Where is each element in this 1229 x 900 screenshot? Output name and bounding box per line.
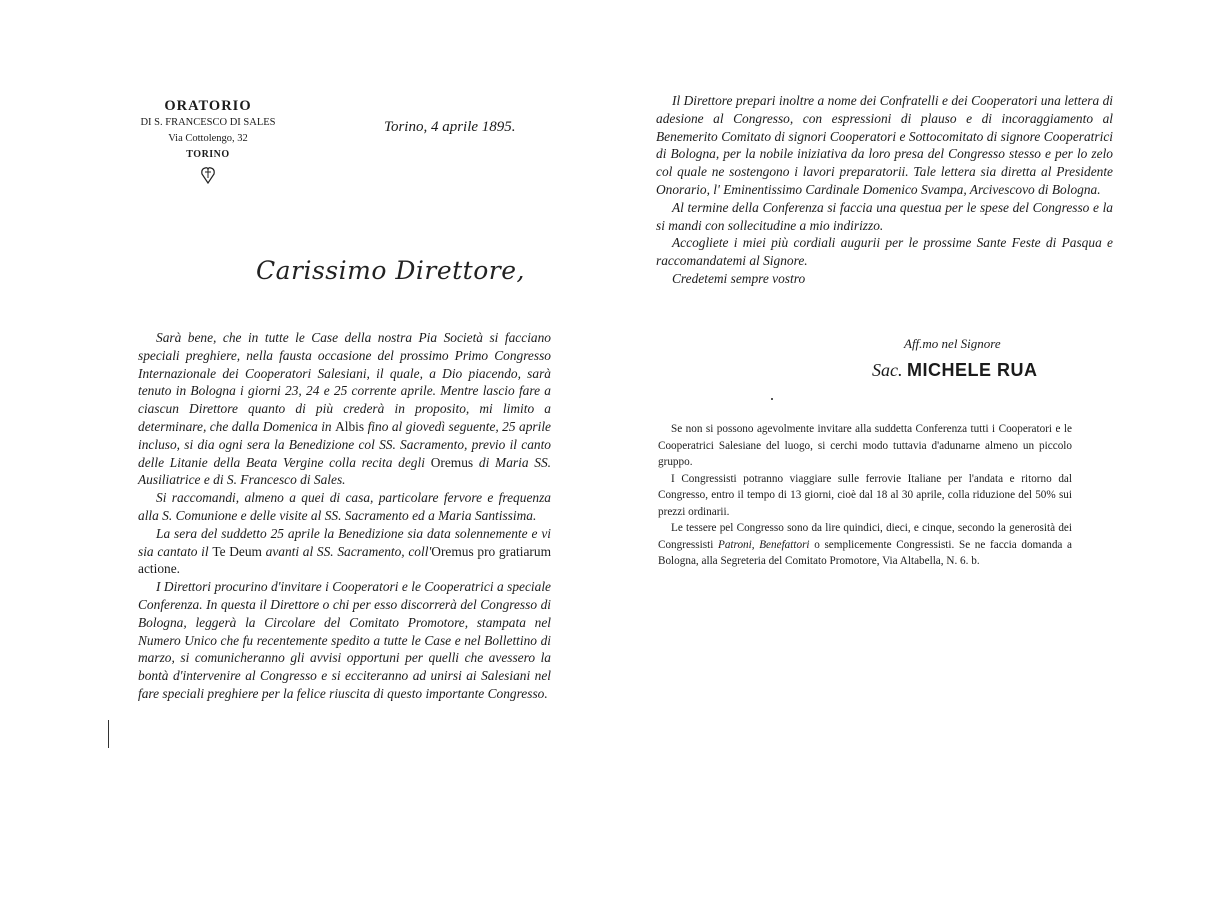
paragraph-8: Credetemi sempre vostro (672, 270, 806, 286)
salutation: Carissimo Direttore, (256, 256, 525, 285)
notes (658, 421, 1072, 570)
paragraph-3: La sera del suddetto 25 aprile la Benedizione sia data solennemente e vi sia cantato il Te Deum avanti al SS. Sacramento, coll'Oremus pro gratiarum actione. (138, 525, 551, 577)
paragraph-6: Al termine della Conferenza si faccia una questua per le spese del Congresso e la si mandi con sollecitudine a mio indirizzo. (656, 199, 1113, 233)
letterhead (128, 97, 288, 184)
separator-dot (771, 398, 773, 400)
letterhead-city: TORINO (186, 149, 230, 160)
salesian-emblem-icon (200, 166, 216, 184)
letter-body-left (138, 329, 551, 703)
letterhead-line1: DI S. FRANCESCO DI SALES (140, 117, 276, 128)
note-2: I Congressisti potranno viaggiare sulle ferrovie Italiane per l'andata e ritorno dal Congresso, entro il tempo di 13 giorni, cioè dal 18 al 30 aprile, colla riduzione del 50% sui prezzi ordinarii. (658, 472, 1072, 518)
closing-greeting: Aff.mo nel Signore (904, 336, 1001, 351)
paragraph-1: Sarà bene, che in tutte le Case della nostra Pia Società si facciano speciali preghiere, nella fausta occasione del prossimo Primo Congresso Internazionale dei Cooperatori Salesiani, il quale, a Dio piacendo, sarà tenuto in Bologna i giorni 23, 24 e 25 corrente aprile. Mentre lascio fare a ciascun Direttore quanto di più crederà in proposito, mi limito a determinare, che dalla Domenica in Albis fino al giovedì seguente, 25 aprile incluso, si dia ogni sera la Benedizione col SS. Sacramento, previo il canto delle Litanie della Beata Vergine colla recita degli Oremus di Maria SS. Ausiliatrice e di S. Francesco di Sales. (138, 330, 552, 488)
right-page (614, 0, 1229, 900)
paragraph-4: I Direttori procurino d'invitare i Cooperatori e le Cooperatrici a speciale Conferenza. In questa il Direttore o chi per esso discorrerà del Congresso di Bologna, leggerà la Circolare del Comitato Promotore, stampata nel Numero Unico che fu recentemente spedito a tutte le Case e nel Bollettino di marzo, si comunicheranno gli avvisi opportuni per quelli che avessero la bontà d'intervenire al Congresso e si ecciteranno ad unirsi ai Salesiani nel fare speciali preghiere per la felice riuscita di questo importante Congresso. (138, 579, 551, 701)
left-page (0, 0, 600, 900)
signature-prefix: Sac. (872, 360, 903, 380)
paragraph-5: Il Direttore prepari inoltre a nome dei Confratelli e dei Cooperatori una lettera di adesione al Congresso, con espressioni di plauso e di incoraggiamento al Benemerito Comitato di signori Cooperatori e Sottocomitato di signore Cooperatrici di Bologna, per la nobile iniziativa da loro presa del Congresso stesso e per lo zelo col quale ne sostengono i lavori preparatorii. Tale lettera sia diretta al Presidente Onorario, l' Eminentissimo Cardinale Domenico Svampa, Arcivescovo di Bologna. (656, 93, 1113, 197)
note-3: Le tessere pel Congresso sono da lire quindici, dieci, e cinque, secondo la generosità dei Congressisti Patroni, Benefattori o semplicemente Congressisti. Se ne faccia domanda a Bologna, alla Segreteria del Comitato Promotore, Via Altabella, N. 6. b. (658, 522, 1072, 567)
margin-mark (108, 720, 109, 748)
dateline: Torino, 4 aprile 1895. (384, 119, 516, 135)
signature-name: MICHELE RUA (907, 360, 1038, 380)
letter-body-right (656, 92, 1113, 288)
letterhead-title: ORATORIO (164, 98, 252, 114)
paragraph-2: Si raccomandi, almeno a quei di casa, particolare fervore e frequenza alla S. Comunione e delle visite al SS. Sacramento ed a Maria Santissima. (138, 490, 551, 523)
letterhead-line2: Via Cottolengo, 32 (168, 133, 248, 144)
note-1: Se non si possono agevolmente invitare alla suddetta Conferenza tutti i Cooperatori e le Cooperatrici Salesiane del luogo, si cerchi modo tuttavia d'adunarne almeno un piccolo gruppo. (658, 423, 1072, 468)
paragraph-7: Accogliete i miei più cordiali augurii per le prossime Sante Feste di Pasqua e raccomandatemi al Signore. (656, 235, 1113, 269)
signature (872, 360, 1038, 381)
